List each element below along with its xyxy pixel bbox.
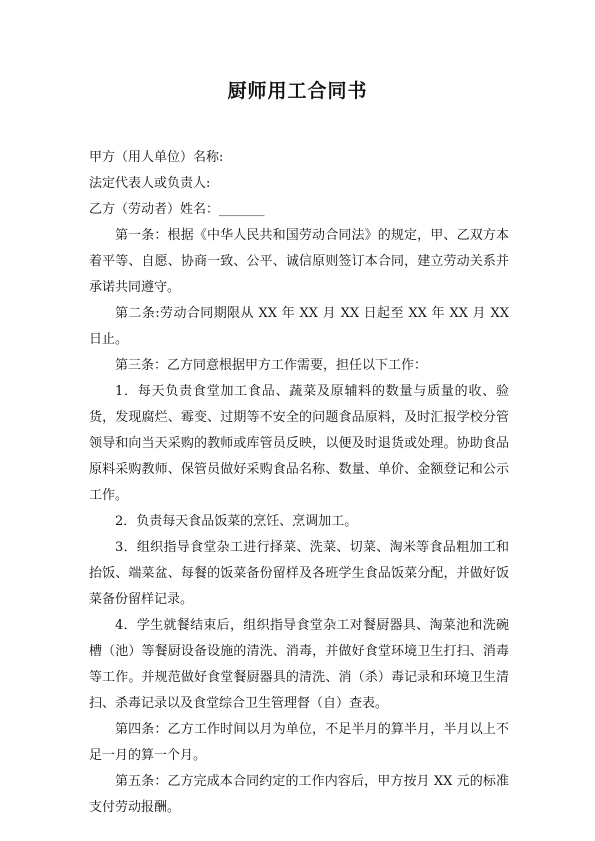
legal-representative-line: 法定代表人或负责人:	[89, 176, 211, 191]
article-3-paragraph: 第三条：乙方同意根据甲方工作需要，担任以下工作：	[115, 358, 428, 373]
document-body	[89, 145, 509, 821]
party-a-name-line: 甲方（用人单位）名称:	[89, 150, 224, 165]
article-2-paragraph: 第二条:劳动合同期限从 XX 年 XX 月 XX 日起至 XX 年 XX 月 XX 日止。	[89, 306, 509, 347]
duty-item-4: 4．学生就餐结束后，组织指导食堂杂工对餐厨器具、淘菜池和洗碗槽（池）等餐厨设备设施的清洗、消毒，并做好食堂环境卫生打扫、消毒等工作。并规范做好食堂餐厨器具的清洗、消（杀）毒记录和环境卫生清扫、杀毒记录以及食堂综合卫生管理督（自）查表。	[89, 618, 509, 711]
duty-item-1: 1．每天负责食堂加工食品、蔬菜及原辅料的数量与质量的收、验货，发现腐烂、霉变、过期等不安全的问题食品原料，及时汇报学校分管领导和向当天采购的教师或库管员反映，以便及时退货或处理。协助食品原料采购教师、保管员做好采购食品名称、数量、单价、金额登记和公示工作。	[89, 384, 509, 503]
document-title: 厨师用工合同书	[227, 80, 368, 102]
article-5-paragraph: 第五条：乙方完成本合同约定的工作内容后，甲方按月 XX 元的标准支付劳动报酬。	[89, 774, 509, 815]
article-4-paragraph: 第四条：乙方工作时间以月为单位，不足半月的算半月，半月以上不足一月的算一个月。	[89, 722, 509, 763]
article-1-paragraph: 第一条：根据《中华人民共和国劳动合同法》的规定，甲、乙双方本着平等、自愿、协商一致、公平、诚信原则签订本合同，建立劳动关系并承诺共同遵守。	[89, 228, 509, 295]
duty-item-2: 2．负责每天食品饭菜的烹饪、烹调加工。	[115, 514, 358, 529]
party-b-name-line: 乙方（劳动者）姓名：_______	[89, 202, 265, 217]
duty-item-3: 3．组织指导食堂杂工进行择菜、洗菜、切菜、淘米等食品粗加工和抬饭、端菜盆、每餐的饭菜备份留样及各班学生食品饭菜分配，并做好饭菜备份留样记录。	[89, 540, 509, 607]
